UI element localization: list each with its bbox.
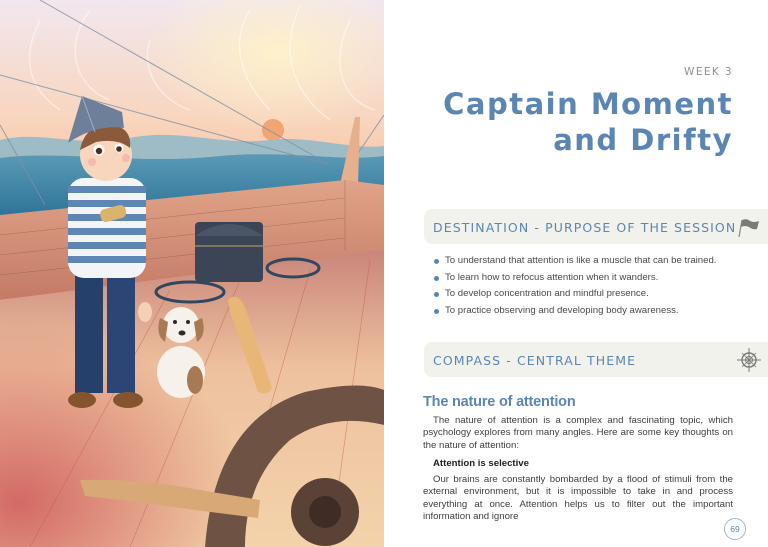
goal-item: To understand that attention is like a muscle that can be trained. [434, 253, 764, 270]
bullet-icon [434, 309, 439, 314]
week-label: WEEK 3 [684, 66, 733, 78]
page-title: Captain Moment and Drifty [443, 87, 733, 157]
section-compass-header [424, 342, 768, 377]
section-subheading: The nature of attention [423, 394, 576, 410]
intro-paragraph: The nature of attention is a complex and fascinating topic, which psychology explores from many angles. Here are some key thoughts on the nature of attention: [423, 415, 733, 451]
page-number: 69 [724, 518, 746, 540]
goal-item: To learn how to refocus attention when it wanders. [434, 270, 764, 287]
compass-icon [736, 347, 762, 373]
goal-item: To develop concentration and mindful presence. [434, 286, 764, 303]
bullet-icon [434, 259, 439, 264]
body-paragraph: Our brains are constantly bombarded by a flood of stimuli from the external environment, but it is impossible to take in and process everything at once. Attention helps us to filter out the important information and ignore [423, 474, 733, 523]
bullet-icon [434, 292, 439, 297]
section-destination-header [424, 209, 768, 244]
lesson-page [384, 0, 768, 547]
flag-icon [736, 214, 762, 240]
session-goals-list [434, 253, 764, 319]
goal-item: To practice observing and developing body awareness. [434, 303, 764, 320]
bullet-icon [434, 276, 439, 281]
section-compass-label: COMPASS - CENTRAL THEME [433, 353, 637, 368]
paragraph-heading: Attention is selective [433, 458, 529, 469]
section-destination-label: DESTINATION - PURPOSE OF THE SESSION [433, 220, 737, 235]
